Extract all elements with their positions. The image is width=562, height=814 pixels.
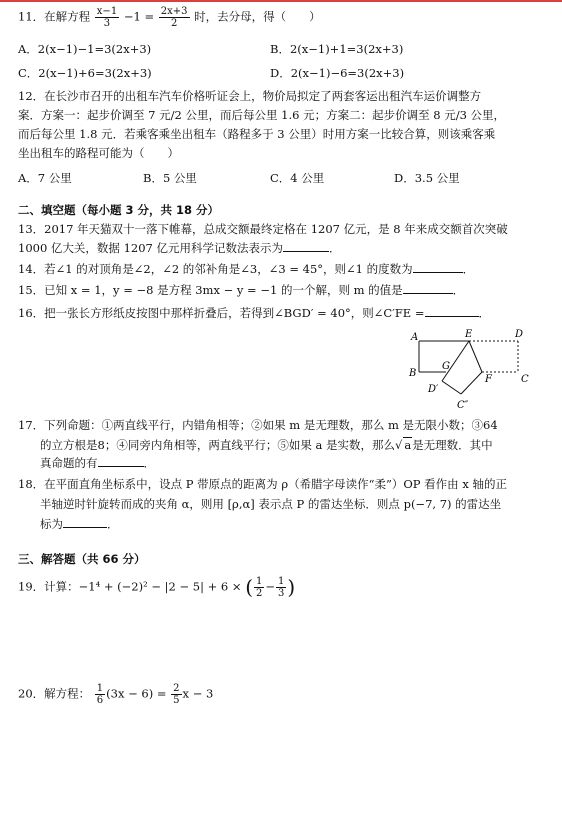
label-A: A <box>411 332 419 343</box>
fraction-numerator: 2 <box>173 683 180 694</box>
section-3-title: 三、解答题（共 66 分） <box>18 552 146 566</box>
q18-line-2: 半轴逆时针旋转而成的夹角 α，则用 [ρ,α] 表示点 P 的雷达坐标．则点 p(−7, 7) 的雷达坐 <box>40 497 502 511</box>
answer-blank[interactable] <box>403 293 453 294</box>
minus-sign: − <box>265 579 276 594</box>
question-number: 11． <box>18 9 45 24</box>
q11-text-b: 时，去分母，得（ ） <box>194 9 321 24</box>
answer-blank[interactable] <box>425 316 479 317</box>
q12-option-d[interactable]: D．3.5 公里 <box>394 171 460 185</box>
fraction-numerator: 2x+3 <box>160 6 188 17</box>
q12-option-a[interactable]: A．7 公里 <box>18 171 72 185</box>
q17-line-2 <box>40 437 493 453</box>
section-2-title: 二、填空题（每小题 3 分，共 18 分） <box>18 203 220 217</box>
answer-blank[interactable] <box>413 272 463 273</box>
q19-label: 19．计算： <box>18 579 79 594</box>
q11-option-c[interactable]: C．2(x−1)+6=3(2x+3) <box>18 66 152 80</box>
edge-Dp-Cp <box>442 381 461 394</box>
q16-text: 16．把一张长方形纸皮按图中那样折叠后，若得到∠BGD′ = 40°，则∠C′FE = <box>18 306 425 320</box>
q11-option-b[interactable]: B．2(x−1)+1=3(2x+3) <box>270 42 404 56</box>
edge-Cp-F <box>461 372 482 394</box>
q20-fraction-1 <box>95 683 105 706</box>
q18-line-1: 18．在平面直角坐标系中，设点 P 带原点的距离为 ρ（希腊字母读作“柔”）OP 看作由 x 轴的正 <box>18 477 507 491</box>
q12-line-2: 案．方案一：起步价调至 7 元/2 公里，而后每公里 1.6 元；方案二：起步价调至 8 元/3 公里， <box>18 108 506 122</box>
q14-text: 14．若∠1 的对顶角是∠2，∠2 的邻补角是∠3，∠3 = 45°，则∠1 的度数为 <box>18 262 413 276</box>
top-red-rule <box>0 0 562 2</box>
q11-fraction-2 <box>159 6 190 29</box>
q19-fraction-1 <box>254 576 264 599</box>
label-G: G <box>442 361 450 372</box>
fraction-numerator: x−1 <box>96 6 118 17</box>
q12-line-3: 而后每公里 1.8 元．若乘客乘坐出租车（路程多于 3 公里）时用方案一比较合算，则该乘客乘 <box>18 127 496 141</box>
q19-fraction-2 <box>276 576 286 599</box>
fraction-denominator: 3 <box>278 588 285 599</box>
answer-blank[interactable] <box>63 527 107 528</box>
q19-expression: −1⁴ + (−2)² − |2 − 5| + 6 × <box>78 579 242 594</box>
q16: 16．把一张长方形纸皮按图中那样折叠后，若得到∠BGD′ = 40°，则∠C′FE = ． <box>18 306 490 320</box>
q14: 14．若∠1 的对顶角是∠2，∠2 的邻补角是∠3，∠3 = 45°，则∠1 的度数为 ． <box>18 262 475 276</box>
q19 <box>18 576 295 599</box>
sqrt-radicand: a <box>404 438 412 452</box>
q12-line-4: 坐出租车的路程可能为（ ） <box>18 146 179 160</box>
label-B: B <box>409 368 417 379</box>
q17-text-a: 的立方根是8；④同旁内角相等，两直线平行；⑤如果 a 是实数，那么 <box>40 438 395 452</box>
fraction-numerator: 1 <box>278 576 285 587</box>
q12-option-c[interactable]: C．4 公里 <box>270 171 325 185</box>
label-E: E <box>465 329 473 340</box>
q18-text: 标为 <box>40 517 63 531</box>
q17-line-1: 17．下列命题：①两直线平行，内错角相等；②如果 m 是无理数，那么 m 是无限小数；③64 <box>18 418 498 432</box>
q11-text-a: 在解方程 <box>44 9 91 24</box>
fraction-denominator: 3 <box>103 18 111 29</box>
label-F: F <box>485 374 492 385</box>
fraction-denominator: 5 <box>173 695 180 706</box>
fold-line-EF <box>469 341 482 372</box>
paren-close: ) <box>287 575 296 599</box>
q18-line-3: 标为 ． <box>40 517 119 531</box>
q20 <box>18 683 213 706</box>
q13-text: 1000 亿大关，数据 1207 亿元用科学记数法表示为 <box>18 241 283 255</box>
label-D: D <box>515 329 524 340</box>
q17-text-b: 是无理数．其中 <box>412 438 493 452</box>
q20-label: 20．解方程： <box>18 686 91 701</box>
q20-tail: x − 3 <box>182 686 214 701</box>
question-11-stem <box>18 6 321 29</box>
q17-line-3: 真命题的有 ． <box>40 456 155 470</box>
q20-middle: (3x − 6) = <box>106 686 167 701</box>
q12-option-b[interactable]: B．5 公里 <box>143 171 197 185</box>
fraction-denominator: 6 <box>96 695 104 706</box>
q13-line-2: 1000 亿大关，数据 1207 亿元用科学记数法表示为 ． <box>18 241 341 255</box>
folded-rectangle-figure <box>405 326 535 412</box>
label-C-prime: C″ <box>457 400 469 411</box>
q11-mid: −1 = <box>123 9 155 24</box>
q17-text-c: 真命题的有 <box>40 456 98 470</box>
q15-text: 15．已知 x = 1，y = −8 是方程 3mx − y = −1 的一个解，则 m 的值是 <box>18 283 403 297</box>
paren-open: ( <box>245 575 253 599</box>
sqrt-symbol: √ <box>394 438 403 452</box>
q12-line-1: 12．在长沙市召开的出租车汽车价格听证会上，物价局拟定了两套客运出租汽车运价调整方 <box>18 89 482 103</box>
label-D-prime: D′ <box>428 384 439 395</box>
fraction-numerator: 1 <box>96 683 104 694</box>
fraction-denominator: 2 <box>170 18 178 29</box>
q15: 15．已知 x = 1，y = −8 是方程 3mx − y = −1 的一个解，则 m 的值是 ． <box>18 283 465 297</box>
q20-fraction-2 <box>171 683 181 706</box>
q13-line-1: 13．2017 年天猫双十一落下帷幕，总成交额最终定格在 1207 亿元，是 8 年来成交额首次突破 <box>18 222 508 236</box>
q11-option-d[interactable]: D．2(x−1)−6=3(2x+3) <box>270 66 405 80</box>
answer-blank[interactable] <box>283 251 329 252</box>
q11-option-a[interactable]: A．2(x−1)−1=3(2x+3) <box>18 42 152 56</box>
fraction-numerator: 1 <box>256 576 263 587</box>
answer-blank[interactable] <box>98 466 144 467</box>
q11-fraction-1 <box>95 6 119 29</box>
label-C: C <box>521 374 529 385</box>
fraction-denominator: 2 <box>256 588 263 599</box>
